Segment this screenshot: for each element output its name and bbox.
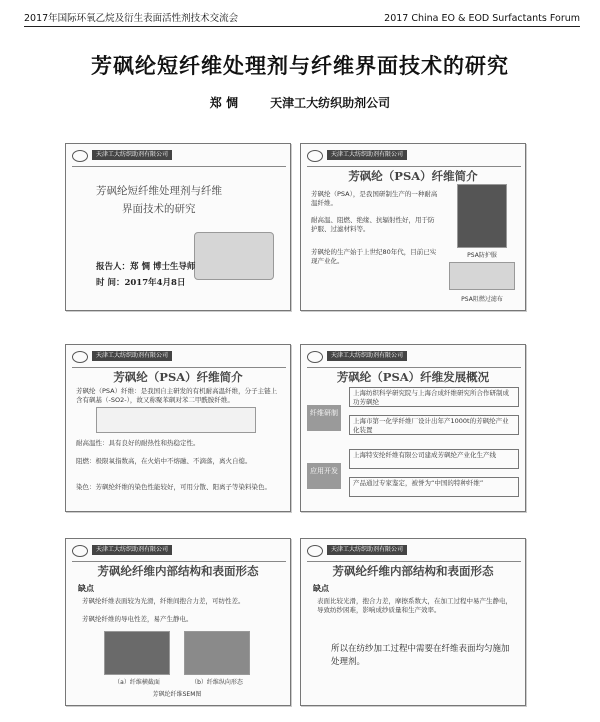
company-logo-icon	[307, 545, 323, 557]
section-heading: 缺点	[78, 583, 94, 593]
company-logo-icon	[72, 150, 88, 162]
running-header	[24, 6, 580, 24]
protective-suit-image	[457, 184, 507, 248]
slide-5	[65, 538, 291, 706]
slide-title: 芳砜纶（PSA）纤维简介	[348, 169, 478, 183]
slide-rule	[72, 367, 286, 368]
section-heading: 缺点	[313, 583, 329, 593]
company-name: 天津工大纺织助剂有限公司	[92, 351, 172, 361]
slide-title: 芳砜纶（PSA）纤维简介	[113, 370, 243, 384]
slide-title-line1: 芳砜纶短纤维处理剂与纤维	[96, 185, 222, 197]
para-1: 芳砜纶（PSA）纤维：是我国自主研发的有机耐高温纤维，分子主链上含有砜基（-SO2-），故又称聚苯砜对苯二甲酰胺纤维。	[76, 387, 278, 404]
company-name: 天津工大纺织助剂有限公司	[327, 150, 407, 160]
slide-title: 芳砜纶纤维内部结构和表面形态	[332, 564, 494, 578]
company-name: 天津工大纺织助剂有限公司	[327, 351, 407, 361]
slide-rule	[307, 166, 521, 167]
paper-title: 芳砜纶短纤维处理剂与纤维界面技术的研究	[91, 53, 509, 78]
sem-image-a	[104, 631, 170, 675]
bullet-2: 耐高温、阻燃、绝缘、抗辐射性好，用于防护服、过滤材料等。	[311, 216, 435, 233]
chemical-structure-image	[96, 407, 256, 433]
para-2: 耐高温性：具有良好的耐热性和热稳定性。	[76, 439, 200, 447]
header-rule	[24, 26, 580, 27]
company-logo-icon	[307, 150, 323, 162]
caption-a: （a）纤维横截面	[114, 679, 160, 686]
slide-6	[300, 538, 526, 706]
sem-image-b	[184, 631, 250, 675]
company-logo-icon	[307, 351, 323, 363]
slide-title-line2: 界面技术的研究	[122, 203, 196, 215]
company-name: 天津工大纺织助剂有限公司	[92, 545, 172, 555]
slide-rule	[72, 561, 286, 562]
header-left: 2017年国际环氧乙烷及衍生表面活性剂技术交流会	[24, 13, 239, 24]
caption-b: （b）纤维纵向形态	[191, 679, 243, 686]
bullet-2: 芳砜纶纤维的导电性差，易产生静电。	[82, 615, 193, 623]
bullet-3: 芳砜纶的生产始于上世纪80年代，目前已实现产业化。	[311, 248, 437, 265]
slide-3	[65, 344, 291, 512]
image-caption-2: PSA阻燃过滤布	[461, 296, 503, 303]
figure-caption: 芳砜纶纤维SEM图	[152, 691, 202, 698]
slide-title: 芳砜纶纤维内部结构和表面形态	[97, 564, 259, 578]
header-right: 2017 China EO & EOD Surfactants Forum	[384, 13, 580, 24]
para-4: 染色：芳砜纶纤维的染色性能较好，可用分散、阳离子等染料染色。	[76, 483, 271, 491]
timeline-box-4: 产品通过专家鉴定，被誉为“中国的特种纤维”	[349, 477, 519, 497]
fiber-machine-image	[194, 232, 274, 280]
reporter: 报告人：郑 惆 博士生导师	[96, 262, 196, 272]
company-name: 天津工大纺织助剂有限公司	[327, 545, 407, 555]
slide-title: 芳砜纶（PSA）纤维发展概况	[336, 370, 490, 384]
timeline-box-3: 上海特安纶纤维有限公司建成芳砜纶产业化生产线	[349, 449, 519, 469]
byline	[0, 94, 600, 111]
slide-rule	[307, 561, 521, 562]
bullet-1: 芳砜纶（PSA），是我国研制生产的一种耐高温纤维。	[311, 190, 438, 207]
image-caption-1: PSA防护服	[467, 252, 497, 259]
slide-4	[300, 344, 526, 512]
slide-rule	[307, 367, 521, 368]
timeline-box-2: 上海市第一化学纤维厂设计出年产1000t的芳砜纶产业化装置	[349, 415, 519, 435]
affiliation: 天津工大纺织助剂公司	[270, 96, 391, 110]
stage-label-1: 纤维研制	[307, 405, 341, 431]
filter-cloth-image	[449, 262, 515, 290]
para-3: 阻燃：极限氧指数高，在火焰中不熔融、不滴落，离火自熄。	[76, 457, 252, 465]
slide-2	[300, 143, 526, 311]
para-1: 表面比较光滑，抱合力差，摩擦系数大，在加工过程中易产生静电，导致纺纱困难，影响成纱质量和生产效率。	[317, 597, 512, 614]
slide-1	[65, 143, 291, 311]
bullet-1: 芳砜纶纤维表面较为光滑，纤维间抱合力差，可纺性差。	[82, 597, 245, 605]
slide-rule	[72, 166, 286, 167]
timeline-box-1: 上海纺织科学研究院与上海合成纤维研究所合作研制成功芳砜纶	[349, 387, 519, 407]
author: 郑 惆	[209, 96, 238, 110]
company-name: 天津工大纺织助剂有限公司	[92, 150, 172, 160]
company-logo-icon	[72, 545, 88, 557]
date: 时 间：2017年4月8日	[96, 278, 186, 288]
company-logo-icon	[72, 351, 88, 363]
conclusion: 所以在纺纱加工过程中需要在纤维表面均匀施加处理剂。	[331, 644, 510, 667]
stage-label-2: 应用开发	[307, 463, 341, 489]
